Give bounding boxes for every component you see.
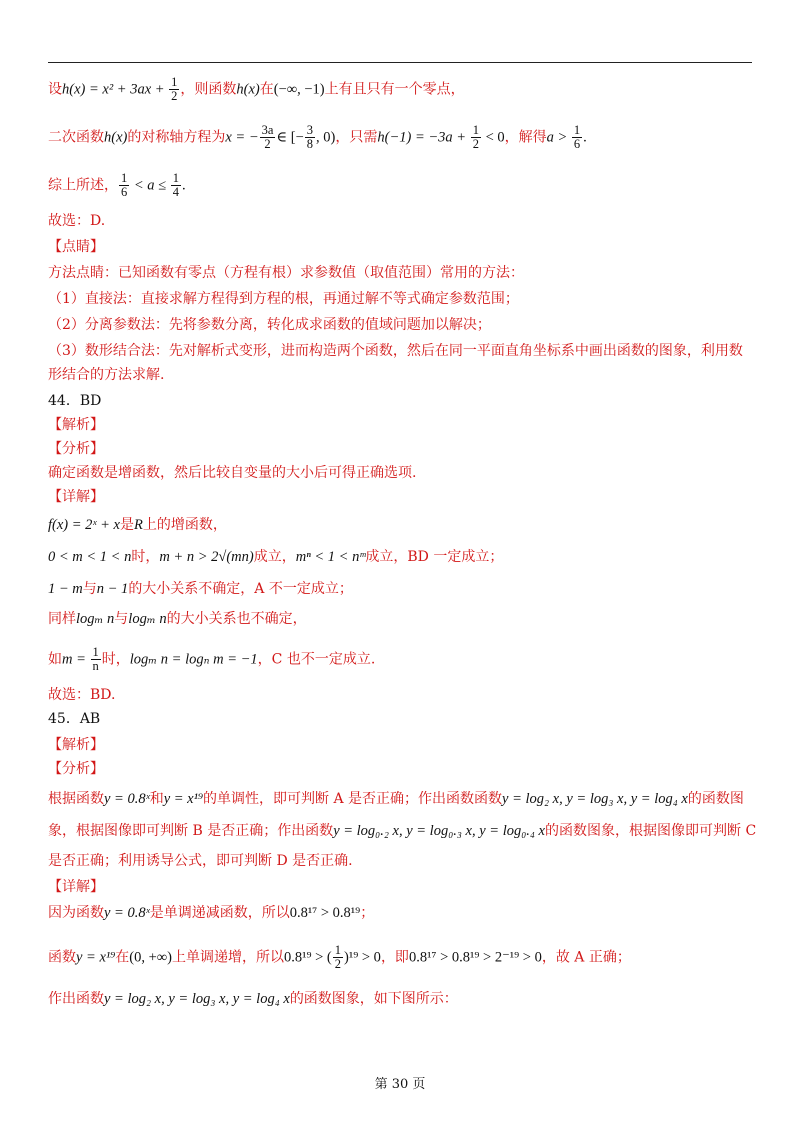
text: 时，	[101, 651, 130, 668]
math: logₘ n	[128, 611, 167, 627]
math: y = log₂ x, y = log₃ x, y = log₄ x	[502, 791, 688, 807]
fraction: $\frac{1}{n}$	[92, 645, 99, 673]
text: 在	[259, 81, 274, 98]
text: 在	[115, 949, 130, 966]
text-line-20	[48, 646, 375, 673]
text: 上的增函数，	[142, 517, 227, 533]
fraction: $\frac{1}{4}$	[172, 171, 179, 199]
section-heading: 【解析】	[48, 417, 104, 433]
text-line-31	[48, 990, 458, 1008]
math: y = x¹⁹	[76, 949, 116, 966]
text: 是单调递减函数，所以	[149, 905, 290, 921]
math: m + n > 2√(mn)	[159, 549, 254, 565]
text-line-3	[48, 172, 186, 199]
text: 的函数图象，如下图所示：	[289, 991, 458, 1007]
text-line-8: （2）分离参数法：先将参数分离，转化成求函数的值域问题加以解决；	[48, 317, 491, 333]
text: ，C 也不一定成立.	[257, 651, 376, 668]
text-line-18	[48, 580, 353, 598]
text: 是	[119, 517, 134, 533]
text: 成立，BD 一定成立；	[365, 549, 504, 565]
math: y = log₂ x, y = log₃ x, y = log₄ x	[104, 991, 290, 1007]
math: 0.8¹⁷ > 0.8¹⁹ > 2⁻¹⁹ > 0	[408, 949, 542, 966]
math: h(x)	[104, 129, 128, 146]
text: 与	[114, 611, 129, 627]
math: (−∞, −1)	[273, 81, 325, 98]
math: x = −	[225, 129, 259, 146]
text: 设	[48, 81, 62, 98]
text: ，故 A 正确；	[541, 949, 631, 966]
text-line-30	[48, 944, 631, 971]
section-heading: 【解析】	[48, 737, 104, 753]
math: R	[133, 517, 143, 533]
math: logₘ n	[76, 611, 115, 627]
text-line-16	[48, 516, 227, 534]
math: (0, +∞)	[129, 949, 172, 966]
math: h(−1) = −3a +	[377, 129, 470, 146]
text-line-29	[48, 904, 374, 922]
text-line-21: 故选：BD.	[48, 687, 116, 703]
text: 成立，	[253, 549, 296, 565]
text-line-4: 故选：D.	[48, 213, 106, 229]
text: 的函数图	[687, 791, 744, 807]
text-line-2	[48, 124, 587, 151]
text-line-17	[48, 548, 503, 566]
text: ，则函数	[180, 81, 237, 98]
text-line-9: （3）数形结合法：先对解析式变形，进而构造两个函数，然后在同一平面直角坐标系中画出函数的图象，利用数	[48, 343, 743, 359]
section-heading: 【详解】	[48, 489, 104, 505]
text: 上单调递增，所以	[171, 949, 284, 966]
fraction: $\frac{1}{2}$	[334, 943, 342, 971]
math: logₘ n = logₙ m = −1	[129, 651, 258, 668]
fraction: $\frac{3}{8}$	[306, 123, 314, 151]
text-line-14: 确定函数是增函数，然后比较自变量的大小后可得正确选项.	[48, 465, 417, 481]
math: y = 0.8ˣ	[104, 791, 150, 807]
text: 象，根据图像即可判断 B 是否正确；作出函数	[48, 823, 334, 839]
text-line-26	[48, 822, 756, 840]
text: 综上所述，	[48, 177, 118, 194]
text-line-27: 是否正确；利用诱导公式，即可判断 D 是否正确.	[48, 853, 353, 869]
text: 与	[82, 581, 97, 597]
text: 的函数图象，根据图像即可判断 C	[545, 823, 757, 839]
text: 和	[149, 791, 164, 807]
text: 的单调性，即可判断 A 是否正确；作出函数函数	[203, 791, 503, 807]
text: 二次函数	[48, 129, 104, 146]
text: 的对称轴方程为	[127, 129, 226, 146]
math: 0.8¹⁹ > (	[283, 949, 332, 966]
section-heading: 【分析】	[48, 441, 104, 457]
fraction: $\frac{1}{2}$	[171, 75, 178, 103]
math: ∈ [−	[276, 129, 304, 146]
text-line-1	[48, 76, 465, 103]
math: < 0	[481, 129, 505, 146]
section-heading: 【分析】	[48, 761, 104, 777]
math: )¹⁹ > 0	[344, 949, 381, 966]
text: 同样	[48, 611, 76, 627]
section-heading: 【点睛】	[48, 239, 104, 255]
text-line-19	[48, 610, 307, 628]
text: 因为函数	[48, 905, 104, 921]
math: 1 − m	[48, 581, 83, 597]
text: ，只需	[335, 129, 378, 146]
fraction: $\frac{1}{6}$	[573, 123, 581, 151]
fraction: $\frac{3a}{2}$	[261, 123, 274, 151]
fraction: $\frac{1}{6}$	[121, 171, 128, 199]
math: 0.8¹⁷ > 0.8¹⁹	[289, 905, 361, 921]
math: y = 0.8ˣ	[104, 905, 150, 921]
text-line-7: （1）直接法：直接求解方程得到方程的根，再通过解不等式确定参数范围；	[48, 291, 519, 307]
math: .	[182, 177, 186, 194]
math: .	[583, 129, 587, 146]
text: ，即	[380, 949, 409, 966]
math: a >	[546, 129, 571, 146]
math: y = log₀.₂ x, y = log₀.₃ x, y = log₀.₄ x	[333, 823, 545, 839]
math: < a ≤	[130, 177, 170, 194]
math: h(x)	[236, 81, 260, 98]
text: 作出函数	[48, 991, 104, 1007]
text: 的大小关系也不确定，	[166, 611, 307, 627]
math: mⁿ < 1 < nᵐ	[295, 549, 366, 565]
math: 0 < m < 1 < n	[48, 549, 132, 565]
text-line-6: 方法点睛：已知函数有零点（方程有根）求参数值（取值范围）常用的方法：	[48, 265, 524, 281]
text: 时，	[131, 549, 160, 565]
text-line-10: 形结合的方法求解.	[48, 367, 165, 383]
text: 如	[48, 651, 62, 668]
math: , 0)	[316, 129, 336, 146]
section-heading: 【详解】	[48, 879, 104, 895]
math: y = x¹⁹	[163, 791, 203, 807]
text-line-25	[48, 790, 744, 808]
page-footer: 第 30 页	[374, 1077, 426, 1092]
text: 根据函数	[48, 791, 104, 807]
text: 函数	[48, 949, 76, 966]
text: ，解得	[504, 129, 547, 146]
math: h(x) = x² + 3ax +	[62, 81, 169, 98]
math: f(x) = 2ˣ + x	[48, 517, 120, 533]
text: 的大小关系不确定，A 不一定成立；	[128, 581, 353, 597]
question-number: 45．AB	[48, 711, 101, 727]
text: ；	[360, 905, 375, 921]
header-rule	[48, 62, 752, 63]
question-number: 44．BD	[48, 393, 102, 409]
fraction: $\frac{1}{2}$	[472, 123, 479, 151]
math: n − 1	[96, 581, 129, 597]
text: 上有且只有一个零点，	[324, 81, 465, 98]
math: m =	[62, 651, 90, 668]
